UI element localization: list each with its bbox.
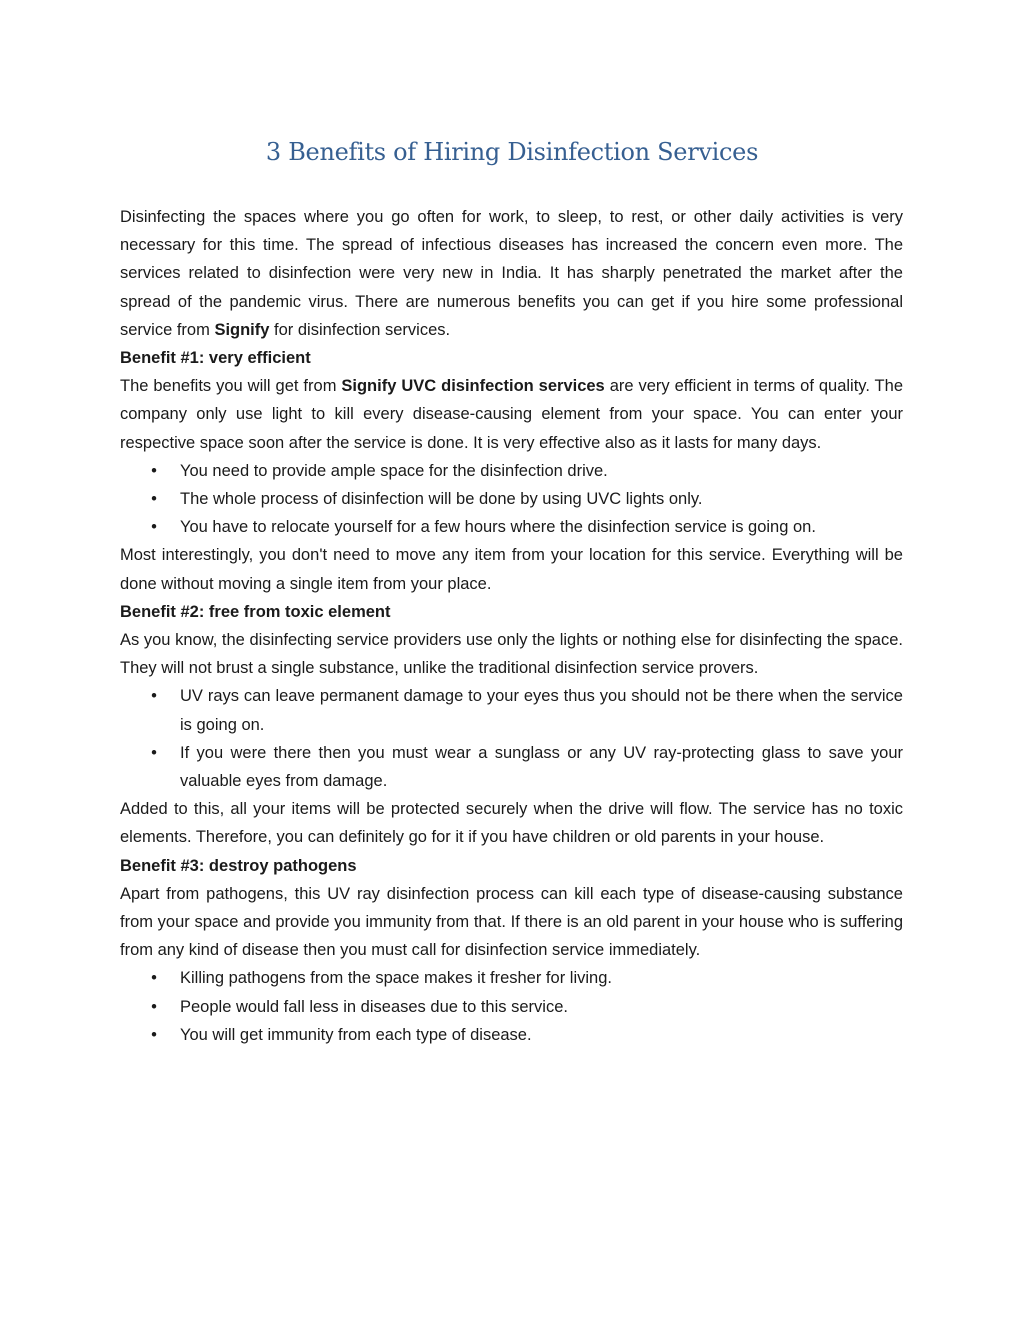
- bullet-icon: •: [151, 997, 157, 1016]
- list-item-text: The whole process of disinfection will be done by using UVC lights only.: [180, 490, 703, 509]
- document-body: [120, 203, 903, 1049]
- bullet-icon: •: [151, 518, 157, 537]
- benefit2-heading: Benefit #2: free from toxic element: [120, 602, 391, 621]
- list-item-text: You need to provide ample space for the disinfection drive.: [180, 461, 608, 480]
- list-item: [120, 682, 903, 738]
- benefit2-closing-paragraph: Added to this, all your items will be protected securely when the drive will flow. The service has no toxic elements. Therefore, you can definitely go for it if you have children or old parents in your house.: [120, 800, 903, 847]
- bullet-icon: •: [151, 1025, 157, 1044]
- benefit3-paragraph: Apart from pathogens, this UV ray disinfection process can kill each type of disease-causing substance from your space and provide you immunity from that. If there is an old parent in your house who is suffering from any kind of disease then you must call for disinfection service immediately.: [120, 884, 903, 960]
- list-item-text: If you were there then you must wear a sunglass or any UV ray-protecting glass to save your valuable eyes from damage.: [180, 743, 903, 791]
- benefit1-closing-paragraph: Most interestingly, you don't need to move any item from your location for this service. Everything will be done without moving a single item from your place.: [120, 546, 903, 593]
- benefit1-text-after: are very efficient in terms of quality. The company only use light to kill every disease-causing element from your space. You can enter your respective space soon after the service is done. It is very effective also as it lasts for many days.: [120, 377, 903, 452]
- benefit2-bullet-list: [120, 682, 903, 795]
- list-item-text: People would fall less in diseases due to this service.: [180, 997, 568, 1016]
- bullet-icon: •: [151, 743, 157, 762]
- benefit1-bold-text: Signify UVC disinfection services: [341, 377, 605, 396]
- list-item: [120, 457, 903, 485]
- benefit1-paragraph: [120, 372, 903, 457]
- list-item-text: You have to relocate yourself for a few hours where the disinfection service is going on.: [180, 518, 816, 537]
- list-item: [120, 964, 903, 992]
- benefit2-paragraph: As you know, the disinfecting service providers use only the lights or nothing else for disinfecting the space. They will not brust a single substance, unlike the traditional disinfection service provers.: [120, 631, 903, 678]
- document-title: 3 Benefits of Hiring Disinfection Services: [265, 138, 759, 166]
- intro-brand-name: Signify: [214, 320, 270, 339]
- intro-paragraph: [120, 203, 903, 344]
- list-item-text: UV rays can leave permanent damage to your eyes thus you should not be there when the service is going on.: [180, 687, 903, 734]
- list-item-text: Killing pathogens from the space makes it fresher for living.: [180, 969, 612, 988]
- benefit1-bullet-list: [120, 457, 903, 542]
- list-item: [120, 1021, 903, 1049]
- list-item: [120, 993, 903, 1021]
- list-item: [120, 739, 903, 795]
- benefit3-bullet-list: [120, 964, 903, 1049]
- bullet-icon: •: [151, 461, 157, 480]
- benefit3-heading: Benefit #3: destroy pathogens: [120, 856, 357, 875]
- intro-text-before: Disinfecting the spaces where you go often for work, to sleep, to rest, or other daily activities is very necessary for this time. The spread of infectious diseases has increased the concern even more. The services related to disinfection were very new in India. It has sharply penetrated the market after the spread of the pandemic virus. There are numerous benefits you can get if you hire some professional service from: [120, 208, 903, 339]
- benefit1-heading: Benefit #1: very efficient: [120, 349, 311, 368]
- list-item: [120, 485, 903, 513]
- bullet-icon: •: [151, 969, 157, 988]
- bullet-icon: •: [151, 687, 157, 706]
- intro-text-after: for disinfection services.: [269, 320, 451, 339]
- bullet-icon: •: [151, 490, 157, 509]
- list-item: [120, 513, 903, 541]
- benefit1-text-before: The benefits you will get from: [120, 377, 342, 396]
- list-item-text: You will get immunity from each type of disease.: [180, 1025, 532, 1044]
